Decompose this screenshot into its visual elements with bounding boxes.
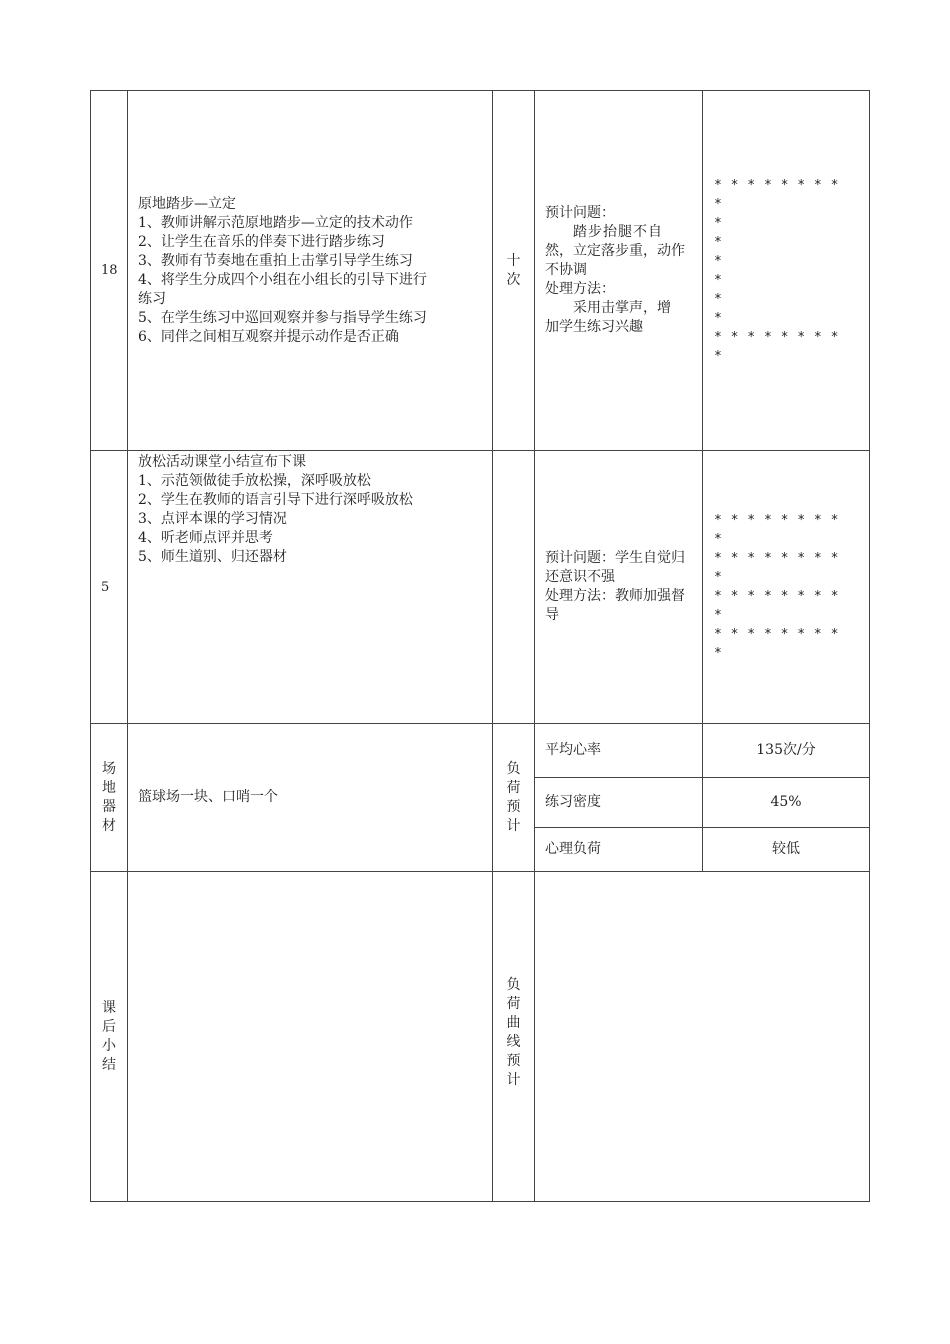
formation-row: * xyxy=(714,570,723,585)
handling-text: 采用击掌声，增 xyxy=(573,300,671,316)
formation-row: * xyxy=(714,196,723,212)
lesson-plan-table xyxy=(90,90,870,1202)
metric-value-cell xyxy=(703,778,870,828)
content-step: 1、教师讲解示范原地踏步—立定的技术动作 xyxy=(138,214,413,231)
issue-label: 预计问题： xyxy=(545,205,615,221)
formation-row: * xyxy=(714,310,723,326)
content-step: 练习 xyxy=(138,290,166,307)
table-row xyxy=(91,724,870,778)
content-step: 2、学生在教师的语言引导下进行深呼吸放松 xyxy=(138,492,413,508)
formation-row: * xyxy=(714,272,723,288)
time-value: 5 xyxy=(101,579,110,595)
curve-label: 负 荷 曲 线 预 计 xyxy=(506,977,521,1088)
handling-text: 处理方法：教师加强督导 xyxy=(545,588,685,623)
table-row xyxy=(91,91,870,451)
frequency-cell xyxy=(493,451,535,724)
venue-text-cell xyxy=(128,724,493,872)
formation-row: * xyxy=(714,532,723,547)
formation-row: * * * * * * * * xyxy=(714,551,839,566)
content-step: 4、听老师点评并思考 xyxy=(138,530,273,546)
formation-row: * * * * * * * * xyxy=(714,589,839,604)
content-title: 放松活动课堂小结宣布下课 xyxy=(138,454,306,470)
content-step: 2、让学生在音乐的伴奏下进行踏步练习 xyxy=(138,233,385,250)
formation-row: * xyxy=(714,234,723,250)
handling-text-continued: 加学生练习兴趣 xyxy=(545,319,643,335)
venue-label: 场 地 器 材 xyxy=(102,760,116,834)
issue-text: 预计问题：学生自觉归还意识不强 xyxy=(545,550,685,585)
summary-label: 课 后 小 结 xyxy=(102,999,116,1073)
time-value: 18 xyxy=(101,263,118,278)
summary-text-cell xyxy=(128,872,493,1202)
metric-value-cell xyxy=(703,828,870,872)
content-title: 原地踏步—立定 xyxy=(138,195,236,212)
formation-row: * * * * * * * * xyxy=(714,329,839,345)
issue-text-continued: 然，立定落步重，动作不协调 xyxy=(545,243,685,278)
metric-name-cell xyxy=(535,828,703,872)
formation-cell xyxy=(703,91,870,451)
content-step: 3、教师有节奏地在重拍上击掌引导学生练习 xyxy=(138,252,413,269)
content-step: 5、师生道别、归还器材 xyxy=(138,549,287,565)
metric-name-cell xyxy=(535,778,703,828)
table-row xyxy=(91,872,870,1202)
metric-name: 心理负荷 xyxy=(545,841,601,857)
content-step: 3、点评本课的学习情况 xyxy=(138,511,287,527)
curve-area-cell xyxy=(535,872,870,1202)
issue-cell xyxy=(535,91,703,451)
metric-value: 135次/分 xyxy=(756,742,816,758)
formation-row: * * * * * * * * xyxy=(714,177,839,193)
load-label: 负 荷 预 计 xyxy=(506,760,521,834)
formation-row: * xyxy=(714,215,723,231)
time-cell xyxy=(91,91,128,451)
formation-row: * xyxy=(714,608,723,623)
content-step: 4、将学生分成四个小组在小组长的引导下进行 xyxy=(138,271,427,288)
content-cell xyxy=(128,91,493,451)
table-row xyxy=(91,451,870,724)
formation-row: * * * * * * * * xyxy=(714,627,839,642)
formation-row: * xyxy=(714,291,723,307)
formation-row: * xyxy=(714,253,723,269)
content-step: 1、示范领做徒手放松操，深呼吸放松 xyxy=(138,473,371,489)
load-label-cell xyxy=(493,724,535,872)
content-cell xyxy=(128,451,493,724)
metric-name-cell xyxy=(535,724,703,778)
handling-label: 处理方法： xyxy=(545,281,615,297)
issue-text: 踏步抬腿不自 xyxy=(573,224,663,240)
formation-cell xyxy=(703,451,870,724)
metric-value: 较低 xyxy=(772,841,800,857)
metric-name: 练习密度 xyxy=(545,794,601,810)
formation-row: * xyxy=(714,646,723,661)
issue-cell xyxy=(535,451,703,724)
summary-label-cell xyxy=(91,872,128,1202)
metric-name: 平均心率 xyxy=(545,742,601,758)
metric-value-cell xyxy=(703,724,870,778)
venue-label-cell xyxy=(91,724,128,872)
metric-value: 45% xyxy=(770,794,802,810)
frequency-text: 十 次 xyxy=(506,252,521,288)
content-step: 5、在学生练习中巡回观察并参与指导学生练习 xyxy=(138,309,427,326)
venue-text: 篮球场一块、口哨一个 xyxy=(138,789,278,805)
formation-row: * xyxy=(714,348,723,364)
content-step: 6、同伴之间相互观察并提示动作是否正确 xyxy=(138,328,399,345)
time-cell xyxy=(91,451,128,724)
curve-label-cell xyxy=(493,872,535,1202)
frequency-cell xyxy=(493,91,535,451)
formation-row: * * * * * * * * xyxy=(714,513,839,528)
